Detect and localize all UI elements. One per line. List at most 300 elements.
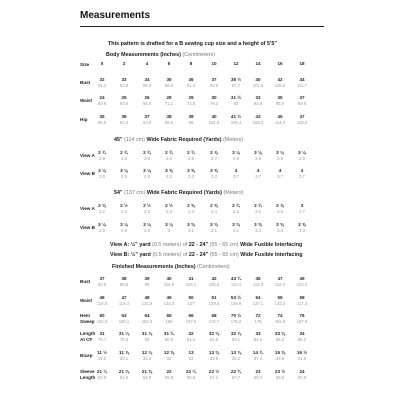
measure-cell [116, 77, 132, 89]
imperial-value: 18 [299, 61, 305, 66]
imperial-value: 22 ¾ [230, 369, 242, 374]
metric-value: 110.4 [230, 282, 242, 287]
metric-value: 2.9 [121, 228, 127, 233]
measure-cell [228, 350, 244, 362]
finished-heading-unit: (Centimeters) [197, 264, 230, 270]
measure-cell [161, 150, 177, 162]
metric-value: 54.6 [119, 375, 129, 380]
imperial-value: 3 ⅝ [276, 222, 284, 227]
metric-value: 114.3 [274, 120, 286, 125]
measure-cell [272, 276, 288, 288]
imperial-value: 64 [144, 313, 150, 318]
metric-value: 80 [144, 337, 150, 342]
measure-cell [116, 295, 132, 307]
row-label-view: View A [80, 153, 95, 158]
metric-value: 85.3 [275, 337, 285, 342]
imperial-value: 3 ⅛ [98, 168, 106, 173]
fabric-45-width-unit: (114 cm) [124, 137, 145, 143]
measure-cell [94, 95, 110, 107]
metric-value: 2.9 [99, 228, 105, 233]
measure-cell [139, 331, 155, 343]
row-label-finished-line2: At CF [80, 337, 93, 342]
row-label-finished: Bust [80, 279, 91, 284]
imperial-value: 3 ⅛ [98, 222, 106, 227]
imperial-value: 31 ⅞ [141, 331, 153, 336]
metric-value: 30.1 [119, 356, 129, 361]
metric-value: 41.9 [297, 356, 307, 361]
imperial-value: 60 [99, 313, 105, 318]
measure-cell [206, 150, 222, 162]
measure-cell [183, 350, 199, 362]
metric-value: 63.5 [119, 101, 129, 106]
imperial-value: 3 ⅝ [165, 168, 173, 173]
metric-value: 33.9 [209, 356, 219, 361]
metric-value: 32 [166, 356, 172, 361]
measure-cell [94, 168, 110, 180]
metric-value: 129.5 [208, 301, 220, 306]
metric-value: 3.3 [166, 174, 172, 179]
metric-value: 2.9 [99, 174, 105, 179]
body-measurements-heading [106, 52, 215, 58]
metric-value: 127 [187, 301, 195, 306]
measure-cell [183, 95, 199, 107]
measure-cell [161, 61, 177, 67]
size-label: Size [80, 62, 90, 67]
imperial-value: 65 [166, 313, 172, 318]
measure-cell [294, 61, 310, 67]
metric-value: 3.1 [233, 228, 239, 233]
measure-cell [272, 222, 288, 234]
metric-value: 2.2 [99, 209, 105, 214]
metric-value: 178 [254, 319, 262, 324]
metric-value: 167.6 [185, 319, 197, 324]
measure-cell [206, 114, 222, 126]
measure-cell [139, 168, 155, 180]
measure-cell [250, 313, 266, 325]
imperial-value: 21 ⅜ [118, 369, 130, 374]
row-label-bust: Bust [80, 80, 91, 85]
imperial-value: 3 ⅛ [232, 150, 240, 155]
fusible-a-range: 22 - 24" [188, 242, 209, 248]
imperial-value: 39 [188, 114, 194, 119]
measure-cell [228, 95, 244, 107]
imperial-value: 41 ½ [230, 114, 242, 119]
measure-cell [250, 61, 266, 67]
fabric-45-width: 45" [114, 137, 123, 143]
measure-cell [250, 222, 266, 234]
metric-value: 96.5 [119, 282, 129, 287]
measure-cell [94, 350, 110, 362]
measure-cell [183, 203, 199, 215]
imperial-value: 37 [211, 77, 217, 82]
measure-cell [228, 276, 244, 288]
measure-cell [183, 61, 199, 67]
metric-value: 2.3 [166, 209, 172, 214]
imperial-value: 24 [99, 95, 105, 100]
imperial-value: 28 [166, 95, 172, 100]
row-label-finished-line2: Sweep [80, 319, 95, 324]
imperial-value: 23 [255, 369, 261, 374]
imperial-value: 32 [188, 331, 194, 336]
measure-cell [183, 150, 199, 162]
metric-value: 79.3 [119, 337, 129, 342]
fabric-54-title: Wide Fabric Required (Yards) [146, 190, 222, 196]
imperial-value: 66 [188, 313, 194, 318]
imperial-value: 51 [211, 295, 217, 300]
imperial-value: 42 [211, 276, 217, 281]
imperial-value: 2 ⅞ [210, 150, 218, 155]
measure-cell [272, 77, 288, 89]
metric-value: 124.4 [163, 301, 175, 306]
measure-cell [206, 369, 222, 381]
metric-value: 3.3 [211, 174, 217, 179]
measure-cell [94, 295, 110, 307]
measure-cell [116, 222, 132, 234]
measure-cell [294, 203, 310, 215]
imperial-value: 15 ⅝ [274, 350, 286, 355]
metric-value: 187.9 [296, 319, 308, 324]
imperial-value: 2 ¾ [143, 150, 151, 155]
measure-cell [116, 313, 132, 325]
fabric-45-heading [114, 137, 243, 143]
metric-value: 106.6 [274, 83, 286, 88]
metric-value: 124.4 [296, 282, 308, 287]
metric-value: 93.9 [142, 120, 152, 125]
measure-cell [161, 77, 177, 89]
metric-value: 121.9 [141, 301, 153, 306]
metric-value: 2.9 [255, 156, 261, 161]
imperial-value: 32 [99, 77, 105, 82]
metric-value: 57.7 [231, 375, 241, 380]
measure-cell [294, 276, 310, 288]
metric-value: 3.7 [299, 174, 305, 179]
metric-value: 91.4 [119, 120, 129, 125]
measure-cell [139, 203, 155, 215]
metric-value: 135.8 [230, 301, 242, 306]
measure-cell [206, 61, 222, 67]
measure-cell [116, 150, 132, 162]
imperial-value: 38 [166, 114, 172, 119]
imperial-value: 63 [121, 313, 127, 318]
imperial-value: 16 [277, 61, 283, 66]
metric-value: 60.9 [297, 375, 307, 380]
measure-cell [228, 150, 244, 162]
metric-value: 97.7 [231, 83, 241, 88]
imperial-value: 14 [255, 61, 261, 66]
imperial-value: 2 ½ [143, 203, 151, 208]
measure-cell [250, 369, 266, 381]
imperial-value: 2 ⅝ [187, 203, 195, 208]
measure-cell [272, 295, 288, 307]
fusible-b-range: 22 - 24" [188, 252, 209, 258]
measure-cell [139, 95, 155, 107]
imperial-value: 3 ⅛ [165, 222, 173, 227]
metric-value: 88.9 [275, 101, 285, 106]
imperial-value: 2 ¾ [187, 150, 195, 155]
imperial-value: 2 ½ [120, 203, 128, 208]
metric-value: 182.8 [274, 319, 286, 324]
metric-value: 37.4 [253, 356, 263, 361]
metric-value: 3.1 [211, 228, 217, 233]
imperial-value: 13 ⅜ [208, 350, 220, 355]
row-label-finished: Bicep [80, 353, 93, 358]
row-label-view: View B [80, 171, 95, 176]
imperial-value: 3 ⅝ [187, 168, 195, 173]
measure-cell [272, 168, 288, 180]
metric-value: 81.2 [186, 337, 196, 342]
metric-value: 83.8 [253, 101, 263, 106]
imperial-value: 2 ¾ [254, 203, 262, 208]
measure-cell [294, 295, 310, 307]
imperial-value: 12 [233, 61, 239, 66]
measure-cell [228, 331, 244, 343]
metric-value: 60.9 [97, 101, 107, 106]
row-label-view: View B [80, 225, 95, 230]
imperial-value: 31 ¾ [163, 331, 175, 336]
imperial-value: 23 ½ [274, 369, 286, 374]
metric-value: 66.0 [142, 101, 152, 106]
measure-cell [139, 222, 155, 234]
imperial-value: 30 [211, 95, 217, 100]
metric-value: 111.7 [297, 83, 307, 88]
imperial-value: 38 ½ [230, 77, 242, 82]
metric-value: 2.9 [121, 174, 127, 179]
imperial-value: 3 ⅛ [120, 222, 128, 227]
measure-cell [228, 168, 244, 180]
imperial-value: 36 [188, 77, 194, 82]
imperial-value: 22 ½ [208, 369, 220, 374]
imperial-value: 68 [211, 313, 217, 318]
measure-cell [94, 61, 110, 67]
metric-value: 83.8 [119, 83, 129, 88]
metric-value: 105.4 [230, 120, 242, 125]
measure-cell [139, 77, 155, 89]
metric-value: 73.6 [186, 101, 196, 106]
measure-cell [228, 203, 244, 215]
fusible-a-yard: ½" yard [130, 242, 151, 248]
imperial-value: 2 ¾ [165, 150, 173, 155]
measure-cell [94, 331, 110, 343]
measure-cell [139, 369, 155, 381]
metric-value: 2.6 [166, 156, 172, 161]
metric-value: 2.9 [233, 156, 239, 161]
metric-value: 35.2 [231, 356, 241, 361]
imperial-value: 34 [144, 77, 150, 82]
imperial-value: 8 [189, 61, 193, 66]
fusible-a-unit: (0.5 meters) [152, 242, 182, 248]
metric-value: 86.2 [297, 337, 307, 342]
imperial-value: 44 [299, 77, 305, 82]
fusible-view-a [110, 242, 302, 248]
imperial-value: 40 [166, 276, 172, 281]
metric-value: 160.1 [118, 319, 130, 324]
imperial-value: 31 ⅛ [118, 331, 130, 336]
imperial-value: 22 ¼ [185, 369, 197, 374]
metric-value: 2.6 [144, 156, 150, 161]
imperial-value: 32 ⅞ [230, 331, 242, 336]
measure-cell [161, 295, 177, 307]
row-label-finished-line2: Length [80, 375, 96, 380]
title-divider [80, 26, 324, 27]
metric-value: 3.7 [255, 174, 261, 179]
imperial-value: 74 [277, 313, 283, 318]
metric-value: 2.7 [299, 209, 305, 214]
metric-value: 57.1 [209, 375, 219, 380]
imperial-value: 3 ⅜ [210, 222, 218, 227]
measure-cell [161, 95, 177, 107]
imperial-value: 46 [99, 295, 105, 300]
metric-value: 104.1 [185, 282, 197, 287]
metric-value: 2.9 [144, 174, 150, 179]
measure-cell [183, 168, 199, 180]
measure-cell [250, 77, 266, 89]
page-title: Measurements [80, 10, 151, 21]
measure-cell [294, 350, 310, 362]
fusible-b-of: of [182, 252, 188, 258]
fusible-b-range-unit: (55 - 65 cm) [209, 252, 239, 258]
metric-value: 142.2 [274, 301, 286, 306]
measure-cell [294, 313, 310, 325]
imperial-value: 36 [121, 114, 127, 119]
imperial-value: 49 [166, 295, 172, 300]
measure-cell [228, 369, 244, 381]
imperial-value: 3 [300, 203, 304, 208]
measure-cell [206, 222, 222, 234]
fabric-54-width-unit: (137 cm) [124, 190, 146, 196]
measure-cell [228, 295, 244, 307]
measure-cell [228, 114, 244, 126]
imperial-value: 33 [255, 331, 261, 336]
imperial-value: 41 [188, 276, 194, 281]
imperial-value: 16 ½ [296, 350, 308, 355]
metric-value: 2.9 [144, 228, 150, 233]
measure-cell [116, 203, 132, 215]
imperial-value: 48 [144, 295, 150, 300]
metric-value: 162.4 [141, 319, 153, 324]
imperial-value: 43 ¾ [230, 276, 242, 281]
measure-cell [161, 168, 177, 180]
metric-value: 2.6 [121, 156, 127, 161]
measure-cell [139, 350, 155, 362]
measure-cell [250, 150, 266, 162]
metric-value: 101.6 [163, 282, 175, 287]
imperial-value: 31 [99, 331, 105, 336]
measure-cell [250, 203, 266, 215]
metric-value: 88.9 [164, 83, 174, 88]
imperial-value: 34 [299, 331, 305, 336]
metric-value: 93.9 [209, 83, 219, 88]
metric-value: 2.6 [188, 156, 194, 161]
metric-value: 3.3 [188, 174, 194, 179]
measure-cell [294, 369, 310, 381]
measure-cell [161, 350, 177, 362]
measure-cell [250, 350, 266, 362]
measure-cell [250, 295, 266, 307]
measure-cell [206, 168, 222, 180]
measure-cell [183, 295, 199, 307]
measure-cell [161, 114, 177, 126]
imperial-value: 3 ⅜ [187, 222, 195, 227]
metric-value: 119.3 [296, 120, 308, 125]
metric-value: 101.6 [252, 83, 264, 88]
measure-cell [206, 276, 222, 288]
measure-cell [161, 369, 177, 381]
imperial-value: 4 [256, 168, 260, 173]
measure-cell [161, 331, 177, 343]
imperial-value: 35 [166, 77, 172, 82]
metric-value: 152.3 [96, 319, 108, 324]
metric-value: 99 [188, 120, 194, 125]
metric-value: 2.4 [188, 209, 194, 214]
imperial-value: 33 [121, 77, 127, 82]
measure-cell [116, 331, 132, 343]
fabric-54-width: 54" [114, 190, 123, 196]
body-heading-text: Body Measurements (Inches) [106, 52, 181, 58]
fusible-a-tail: Wide Fusible Interfacing [240, 242, 303, 248]
measure-cell [272, 350, 288, 362]
imperial-value: 11 ½ [97, 350, 107, 355]
imperial-value: 3 ⅛ [298, 150, 306, 155]
imperial-value: 37 [99, 276, 105, 281]
metric-value: 33 [188, 356, 194, 361]
imperial-value: 12 ⅝ [163, 350, 175, 355]
imperial-value: 25 [121, 95, 127, 100]
measure-cell [250, 168, 266, 180]
metric-value: 175.2 [230, 319, 242, 324]
imperial-value: 3 ⅝ [210, 168, 218, 173]
metric-value: 58.4 [253, 375, 263, 380]
fusible-b-label: View B: [110, 252, 130, 258]
imperial-value: 42 [277, 77, 283, 82]
metric-value: 2.7 [211, 156, 217, 161]
imperial-value: 50 [188, 295, 194, 300]
imperial-value: 14 ¾ [252, 350, 264, 355]
metric-value: 86.3 [142, 83, 152, 88]
metric-value: 2.3 [144, 209, 150, 214]
imperial-value: 3 ⅛ [143, 168, 151, 173]
finished-measurements-heading [112, 264, 230, 270]
fusible-view-b [110, 252, 303, 258]
metric-value: 39.5 [275, 356, 285, 361]
pattern-note: This pattern is drafted for a B sewing cup size and a height of 5'5" [108, 41, 277, 47]
measure-cell [139, 313, 155, 325]
fabric-45-unit: (Meters) [223, 137, 244, 143]
measure-cell [250, 114, 266, 126]
measure-cell [183, 331, 199, 343]
imperial-value: 54 [255, 295, 261, 300]
measure-cell [116, 276, 132, 288]
measure-cell [294, 77, 310, 89]
measure-cell [228, 313, 244, 325]
imperial-value: 2 ¾ [98, 150, 106, 155]
measure-cell [183, 114, 199, 126]
measure-cell [116, 114, 132, 126]
fusible-a-label: View A: [110, 242, 130, 248]
measure-cell [183, 369, 199, 381]
imperial-value: 3 ⅛ [254, 150, 262, 155]
imperial-value: 76 [299, 313, 305, 318]
metric-value: 81.9 [209, 337, 219, 342]
fabric-54-heading [114, 190, 244, 196]
imperial-value: 33 ⅜ [274, 331, 286, 336]
row-label-view: View A [80, 206, 95, 211]
imperial-value: 47 [277, 276, 283, 281]
imperial-value: 3 ⅛ [143, 222, 151, 227]
body-heading-unit: (Centimeters) [182, 52, 216, 58]
imperial-value: 2 [122, 61, 126, 66]
measure-cell [272, 313, 288, 325]
fusible-b-tail: Wide Fusible Interfacing [240, 252, 303, 258]
